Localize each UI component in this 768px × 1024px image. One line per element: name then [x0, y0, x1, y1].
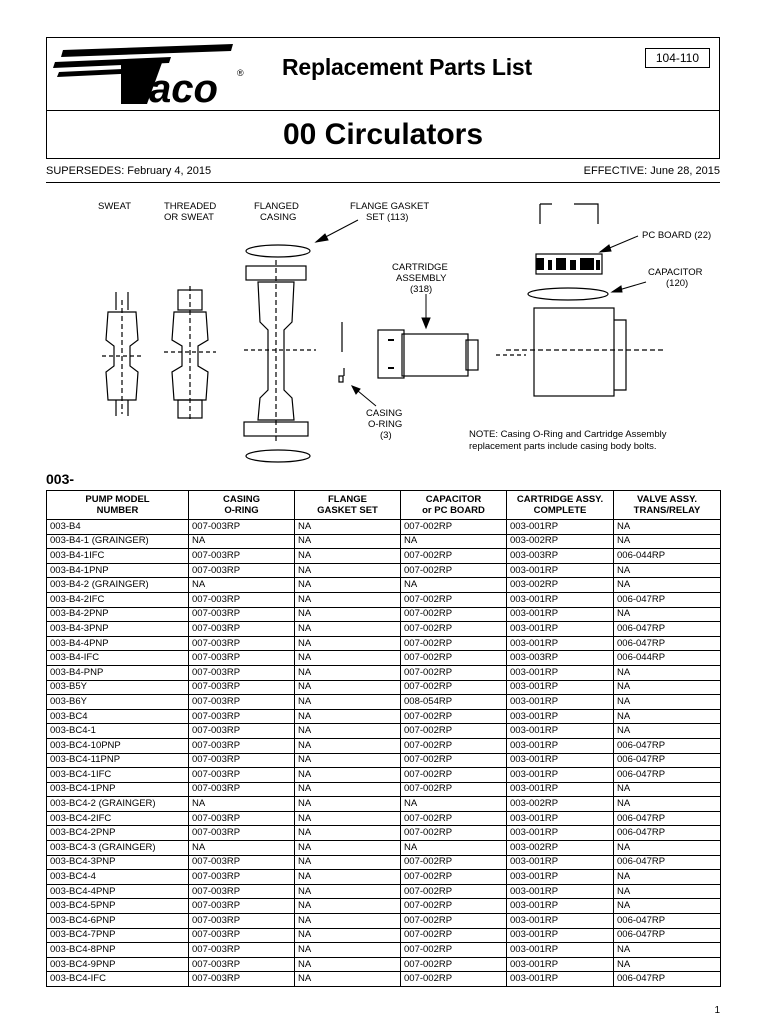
- table-row: [47, 811, 721, 826]
- flange-gasket-cell: NA: [295, 884, 401, 899]
- pump-model-cell: 003-BC4-9PNP: [47, 957, 189, 972]
- label-threaded-line1: THREADED: [164, 201, 217, 212]
- casing-oring-cell: 007-003RP: [189, 607, 295, 622]
- pump-model-cell: 003-B4-1 (GRAINGER): [47, 534, 189, 549]
- flange-gasket-cell: NA: [295, 899, 401, 914]
- cartridge-cell: 003-002RP: [507, 534, 614, 549]
- flange-gasket-cell: NA: [295, 724, 401, 739]
- column-header: CAPACITOR or PC BOARD: [401, 491, 507, 520]
- flange-gasket-cell: NA: [295, 768, 401, 783]
- pump-model-cell: 003-B4-3PNP: [47, 622, 189, 637]
- pump-model-cell: 003-BC4-5PNP: [47, 899, 189, 914]
- label-flanged-line1: FLANGED: [254, 201, 299, 212]
- capacitor-cell: 007-002RP: [401, 636, 507, 651]
- pump-model-cell: 003-BC4-11PNP: [47, 753, 189, 768]
- flange-gasket-cell: NA: [295, 520, 401, 535]
- valve-assy-cell: 006-047RP: [614, 855, 721, 870]
- pump-model-cell: 003-BC4-IFC: [47, 972, 189, 987]
- table-header-row: [47, 491, 721, 520]
- table-row: [47, 695, 721, 710]
- cartridge-cell: 003-001RP: [507, 782, 614, 797]
- flange-gasket-cell: NA: [295, 651, 401, 666]
- casing-oring-cell: NA: [189, 797, 295, 812]
- flange-gasket-cell: NA: [295, 928, 401, 943]
- parts-table-body: [47, 520, 721, 987]
- valve-assy-cell: 006-047RP: [614, 928, 721, 943]
- cartridge-cell: 003-001RP: [507, 884, 614, 899]
- table-row: [47, 957, 721, 972]
- flange-gasket-cell: NA: [295, 826, 401, 841]
- valve-assy-cell: NA: [614, 578, 721, 593]
- cartridge-cell: 003-001RP: [507, 768, 614, 783]
- label-sweat: SWEAT: [98, 201, 132, 212]
- label-cartridge-line3: (318): [410, 284, 433, 295]
- cartridge-cell: 003-001RP: [507, 709, 614, 724]
- capacitor-cell: 007-002RP: [401, 680, 507, 695]
- table-row: [47, 870, 721, 885]
- pump-model-cell: 003-B4-IFC: [47, 651, 189, 666]
- diagram-note: [469, 429, 666, 453]
- casing-oring-cell: 007-003RP: [189, 651, 295, 666]
- table-row: [47, 709, 721, 724]
- pump-model-cell: 003-BC4-1IFC: [47, 768, 189, 783]
- pump-model-cell: 003-BC4-6PNP: [47, 914, 189, 929]
- label-cartridge-line2: ASSEMBLY: [396, 273, 447, 284]
- casing-oring-cell: 007-003RP: [189, 520, 295, 535]
- casing-oring-cell: 007-003RP: [189, 709, 295, 724]
- valve-assy-cell: 006-047RP: [614, 768, 721, 783]
- table-row: [47, 928, 721, 943]
- table-row: [47, 622, 721, 637]
- capacitor-cell: 007-002RP: [401, 972, 507, 987]
- cartridge-assembly-drawing: [378, 330, 526, 378]
- flanged-casing-drawing: [244, 245, 316, 462]
- flange-gasket-cell: NA: [295, 709, 401, 724]
- table-row: [47, 724, 721, 739]
- cartridge-cell: 003-001RP: [507, 811, 614, 826]
- valve-assy-cell: 006-047RP: [614, 592, 721, 607]
- casing-oring-cell: NA: [189, 578, 295, 593]
- pump-model-cell: 003-B4: [47, 520, 189, 535]
- capacitor-cell: 007-002RP: [401, 607, 507, 622]
- capacitor-cell: NA: [401, 534, 507, 549]
- flange-gasket-cell: NA: [295, 665, 401, 680]
- header-divider: [47, 110, 719, 111]
- valve-assy-cell: 006-047RP: [614, 753, 721, 768]
- capacitor-cell: 007-002RP: [401, 811, 507, 826]
- flange-gasket-cell: NA: [295, 563, 401, 578]
- capacitor-cell: NA: [401, 578, 507, 593]
- valve-assy-cell: NA: [614, 841, 721, 856]
- flange-gasket-cell: NA: [295, 695, 401, 710]
- label-cartridge-line1: CARTRIDGE: [392, 262, 448, 273]
- flange-gasket-cell: NA: [295, 841, 401, 856]
- valve-assy-cell: 006-047RP: [614, 738, 721, 753]
- table-row: [47, 753, 721, 768]
- casing-oring-cell: 007-003RP: [189, 753, 295, 768]
- document-title: Replacement Parts List: [282, 54, 532, 80]
- diagram-note-line1: NOTE: Casing O-Ring and Cartridge Assembly: [469, 429, 667, 440]
- valve-assy-cell: NA: [614, 870, 721, 885]
- casing-oring-cell: 007-003RP: [189, 738, 295, 753]
- column-header: CASING O-RING: [189, 491, 295, 520]
- cartridge-cell: 003-001RP: [507, 753, 614, 768]
- pointer-arrows: [316, 220, 646, 406]
- cartridge-cell: 003-001RP: [507, 870, 614, 885]
- flange-gasket-cell: NA: [295, 753, 401, 768]
- capacitor-cell: 007-002RP: [401, 724, 507, 739]
- casing-oring-cell: 007-003RP: [189, 826, 295, 841]
- capacitor-cell: 007-002RP: [401, 563, 507, 578]
- pump-model-cell: 003-B4-1PNP: [47, 563, 189, 578]
- pc-board-drawing: [536, 258, 600, 270]
- valve-assy-cell: NA: [614, 782, 721, 797]
- table-row: [47, 943, 721, 958]
- valve-assy-cell: 006-047RP: [614, 914, 721, 929]
- cartridge-cell: 003-001RP: [507, 826, 614, 841]
- flange-gasket-cell: NA: [295, 957, 401, 972]
- casing-oring-cell: 007-003RP: [189, 695, 295, 710]
- table-row: [47, 549, 721, 564]
- capacitor-cell: 007-002RP: [401, 520, 507, 535]
- valve-assy-cell: NA: [614, 563, 721, 578]
- capacitor-cell: 007-002RP: [401, 549, 507, 564]
- cartridge-cell: 003-001RP: [507, 943, 614, 958]
- cartridge-cell: 003-001RP: [507, 520, 614, 535]
- flange-gasket-cell: NA: [295, 680, 401, 695]
- casing-oring-cell: 007-003RP: [189, 928, 295, 943]
- capacitor-cell: 007-002RP: [401, 855, 507, 870]
- svg-text:aco: aco: [149, 67, 218, 108]
- table-row: [47, 782, 721, 797]
- casing-oring-cell: 007-003RP: [189, 549, 295, 564]
- table-row: [47, 592, 721, 607]
- pump-model-cell: 003-BC4-3PNP: [47, 855, 189, 870]
- valve-assy-cell: 006-044RP: [614, 651, 721, 666]
- pump-model-cell: 003-BC4-10PNP: [47, 738, 189, 753]
- flange-gasket-cell: NA: [295, 914, 401, 929]
- parts-table: [46, 490, 721, 987]
- pump-model-cell: 003-B4-PNP: [47, 665, 189, 680]
- casing-oring-cell: 007-003RP: [189, 768, 295, 783]
- casing-oring-cell: 007-003RP: [189, 680, 295, 695]
- capacitor-cell: 007-002RP: [401, 782, 507, 797]
- page-number: 1: [714, 1005, 720, 1016]
- flange-gasket-cell: NA: [295, 811, 401, 826]
- cartridge-cell: 003-001RP: [507, 914, 614, 929]
- table-row: [47, 534, 721, 549]
- capacitor-cell: 007-002RP: [401, 826, 507, 841]
- casing-oring-cell: 007-003RP: [189, 811, 295, 826]
- cartridge-cell: 003-001RP: [507, 563, 614, 578]
- cartridge-cell: 003-001RP: [507, 899, 614, 914]
- cartridge-cell: 003-002RP: [507, 841, 614, 856]
- capacitor-cell: 007-002RP: [401, 709, 507, 724]
- valve-assy-cell: 006-047RP: [614, 811, 721, 826]
- table-row: [47, 797, 721, 812]
- cartridge-cell: 003-001RP: [507, 855, 614, 870]
- supersedes-date: SUPERSEDES: February 4, 2015: [46, 165, 212, 177]
- valve-assy-cell: 006-047RP: [614, 636, 721, 651]
- capacitor-cell: 007-002RP: [401, 914, 507, 929]
- sweat-casing-drawing: [102, 292, 142, 416]
- cartridge-cell: 003-001RP: [507, 592, 614, 607]
- valve-assy-cell: NA: [614, 709, 721, 724]
- table-row: [47, 607, 721, 622]
- diagram-note-line2: replacement parts include casing body bolts.: [469, 441, 657, 452]
- table-row: [47, 972, 721, 987]
- column-header: VALVE ASSY. TRANS/RELAY: [614, 491, 721, 520]
- pump-model-cell: 003-B4-4PNP: [47, 636, 189, 651]
- casing-oring-cell: 007-003RP: [189, 899, 295, 914]
- casing-oring-cell: NA: [189, 534, 295, 549]
- flange-gasket-cell: NA: [295, 636, 401, 651]
- valve-assy-cell: NA: [614, 797, 721, 812]
- capacitor-cell: NA: [401, 797, 507, 812]
- label-flange-gasket-line1: FLANGE GASKET: [350, 201, 430, 212]
- cartridge-cell: 003-001RP: [507, 680, 614, 695]
- main-title: 00 Circulators: [282, 118, 484, 151]
- valve-assy-cell: NA: [614, 680, 721, 695]
- flange-gasket-cell: NA: [295, 782, 401, 797]
- flange-gasket-cell: NA: [295, 549, 401, 564]
- pump-model-cell: 003-BC4-1PNP: [47, 782, 189, 797]
- casing-oring-cell: 007-003RP: [189, 782, 295, 797]
- cartridge-cell: 003-002RP: [507, 578, 614, 593]
- pump-model-cell: 003-B6Y: [47, 695, 189, 710]
- valve-assy-cell: NA: [614, 957, 721, 972]
- pump-model-cell: 003-B4-2PNP: [47, 607, 189, 622]
- cartridge-cell: 003-001RP: [507, 724, 614, 739]
- exploded-parts-diagram: [46, 190, 720, 468]
- flange-gasket-cell: NA: [295, 855, 401, 870]
- table-row: [47, 665, 721, 680]
- cartridge-cell: 003-003RP: [507, 651, 614, 666]
- flange-gasket-cell: NA: [295, 870, 401, 885]
- casing-oring-cell: NA: [189, 841, 295, 856]
- pump-model-cell: 003-BC4-2IFC: [47, 811, 189, 826]
- flange-gasket-cell: NA: [295, 972, 401, 987]
- effective-date: EFFECTIVE: June 28, 2015: [583, 165, 720, 177]
- cartridge-cell: 003-001RP: [507, 957, 614, 972]
- label-capacitor-line1: CAPACITOR: [648, 267, 703, 278]
- table-row: [47, 826, 721, 841]
- capacitor-cell: 007-002RP: [401, 899, 507, 914]
- casing-oring-cell: 007-003RP: [189, 870, 295, 885]
- casing-oring-cell: 007-003RP: [189, 957, 295, 972]
- flange-gasket-cell: NA: [295, 738, 401, 753]
- capacitor-cell: 007-002RP: [401, 884, 507, 899]
- label-casing-oring-line3: (3): [380, 430, 392, 441]
- flange-gasket-cell: NA: [295, 607, 401, 622]
- casing-oring-cell: 007-003RP: [189, 636, 295, 651]
- cartridge-cell: 003-003RP: [507, 549, 614, 564]
- document-number: 104-110: [645, 48, 710, 68]
- column-header: FLANGE GASKET SET: [295, 491, 401, 520]
- cartridge-cell: 003-001RP: [507, 636, 614, 651]
- capacitor-cell: 007-002RP: [401, 753, 507, 768]
- capacitor-cell: 007-002RP: [401, 870, 507, 885]
- threaded-casing-drawing: [164, 286, 216, 422]
- section-title: 003-: [46, 471, 75, 487]
- flange-gasket-cell: NA: [295, 943, 401, 958]
- column-header: CARTRIDGE ASSY. COMPLETE: [507, 491, 614, 520]
- label-capacitor-line2: (120): [666, 278, 689, 289]
- capacitor-cell: 007-002RP: [401, 592, 507, 607]
- flange-gasket-cell: NA: [295, 592, 401, 607]
- pump-model-cell: 003-B4-2IFC: [47, 592, 189, 607]
- table-row: [47, 914, 721, 929]
- cartridge-cell: 003-001RP: [507, 665, 614, 680]
- pump-model-cell: 003-B4-2 (GRAINGER): [47, 578, 189, 593]
- flange-gasket-cell: NA: [295, 578, 401, 593]
- capacitor-cell: 007-002RP: [401, 768, 507, 783]
- pump-model-cell: 003-BC4-3 (GRAINGER): [47, 841, 189, 856]
- table-row: [47, 899, 721, 914]
- pump-model-cell: 003-BC4-8PNP: [47, 943, 189, 958]
- casing-oring-cell: 007-003RP: [189, 943, 295, 958]
- casing-oring-cell: 007-003RP: [189, 855, 295, 870]
- capacitor-cell: NA: [401, 841, 507, 856]
- label-casing-oring-line1: CASING: [366, 408, 403, 419]
- cartridge-cell: 003-001RP: [507, 928, 614, 943]
- valve-assy-cell: 006-047RP: [614, 622, 721, 637]
- cartridge-cell: 003-001RP: [507, 695, 614, 710]
- pump-model-cell: 003-BC4-2PNP: [47, 826, 189, 841]
- valve-assy-cell: NA: [614, 607, 721, 622]
- taco-logo: [51, 42, 251, 108]
- capacitor-cell: 007-002RP: [401, 651, 507, 666]
- pump-model-cell: 003-BC4-4PNP: [47, 884, 189, 899]
- casing-oring-cell: 007-003RP: [189, 622, 295, 637]
- label-flanged-line2: CASING: [260, 212, 297, 223]
- cartridge-cell: 003-002RP: [507, 797, 614, 812]
- valve-assy-cell: NA: [614, 899, 721, 914]
- casing-oring-cell: 007-003RP: [189, 914, 295, 929]
- cartridge-cell: 003-001RP: [507, 622, 614, 637]
- table-row: [47, 563, 721, 578]
- valve-assy-cell: NA: [614, 724, 721, 739]
- column-header: PUMP MODEL NUMBER: [47, 491, 189, 520]
- table-row: [47, 768, 721, 783]
- valve-assy-cell: 006-047RP: [614, 826, 721, 841]
- cartridge-cell: 003-001RP: [507, 972, 614, 987]
- valve-assy-cell: NA: [614, 520, 721, 535]
- label-pc-board: PC BOARD (22): [642, 230, 712, 241]
- casing-oring-cell: 007-003RP: [189, 665, 295, 680]
- casing-oring-cell: 007-003RP: [189, 592, 295, 607]
- capacitor-cell: 007-002RP: [401, 622, 507, 637]
- cartridge-cell: 003-001RP: [507, 738, 614, 753]
- casing-oring-cell: 007-003RP: [189, 563, 295, 578]
- label-casing-oring-line2: O-RING: [368, 419, 403, 430]
- pump-model-cell: 003-BC4-2 (GRAINGER): [47, 797, 189, 812]
- pump-model-cell: 003-BC4: [47, 709, 189, 724]
- capacitor-cell: 007-002RP: [401, 943, 507, 958]
- meta-divider: [46, 182, 720, 183]
- table-row: [47, 680, 721, 695]
- table-row: [47, 841, 721, 856]
- casing-oring-cell: 007-003RP: [189, 884, 295, 899]
- valve-assy-cell: NA: [614, 695, 721, 710]
- capacitor-cell: 007-002RP: [401, 957, 507, 972]
- table-row: [47, 855, 721, 870]
- pump-model-cell: 003-BC4-7PNP: [47, 928, 189, 943]
- table-row: [47, 578, 721, 593]
- casing-oring-cell: 007-003RP: [189, 724, 295, 739]
- flange-gasket-cell: NA: [295, 622, 401, 637]
- capacitor-cell: 007-002RP: [401, 738, 507, 753]
- valve-assy-cell: NA: [614, 884, 721, 899]
- table-row: [47, 520, 721, 535]
- capacitor-cell: 007-002RP: [401, 928, 507, 943]
- pump-model-cell: 003-B5Y: [47, 680, 189, 695]
- flange-gasket-cell: NA: [295, 797, 401, 812]
- valve-assy-cell: NA: [614, 534, 721, 549]
- valve-assy-cell: NA: [614, 943, 721, 958]
- capacitor-cell: 007-002RP: [401, 665, 507, 680]
- table-row: [47, 651, 721, 666]
- table-row: [47, 884, 721, 899]
- casing-oring-cell: 007-003RP: [189, 972, 295, 987]
- header-box: [46, 37, 720, 159]
- cartridge-cell: 003-001RP: [507, 607, 614, 622]
- casing-oring-drawing: [339, 322, 344, 382]
- registered-mark: ®: [237, 68, 244, 78]
- pump-model-cell: 003-BC4-1: [47, 724, 189, 739]
- capacitor-cell: 008-054RP: [401, 695, 507, 710]
- table-row: [47, 738, 721, 753]
- flange-gasket-cell: NA: [295, 534, 401, 549]
- label-flange-gasket-line2: SET (113): [366, 212, 409, 223]
- pump-model-cell: 003-B4-1IFC: [47, 549, 189, 564]
- pump-model-cell: 003-BC4-4: [47, 870, 189, 885]
- valve-assy-cell: NA: [614, 665, 721, 680]
- table-row: [47, 636, 721, 651]
- valve-assy-cell: 006-047RP: [614, 972, 721, 987]
- label-threaded-line2: OR SWEAT: [164, 212, 214, 223]
- valve-assy-cell: 006-044RP: [614, 549, 721, 564]
